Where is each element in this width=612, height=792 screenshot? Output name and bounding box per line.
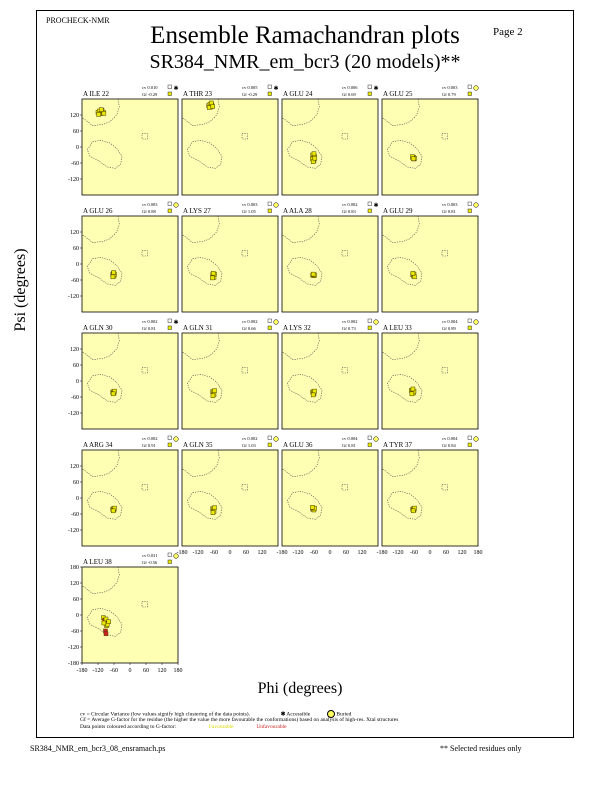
datapoint-legend-note [80,724,287,730]
cv-box [168,436,172,440]
panel-background [82,567,178,663]
gf-value: Gf 0.69 [342,92,356,97]
x-tick-label: 60 [343,550,349,556]
data-point [410,392,414,396]
gf-box [468,92,472,96]
y-tick-label: -120 [68,528,79,534]
unfavourable-label: Unfavourable [256,724,287,730]
gf-box [368,92,372,96]
page-subtitle: SR384_NMR_em_bcr3 (20 models)** [149,51,461,73]
panel-background [282,99,378,195]
panel-background [282,333,378,429]
data-point [112,271,116,275]
residue-label: A ALA 28 [283,207,312,215]
rama-panel [68,319,179,429]
gf-value: Gf 0.66 [242,326,256,331]
data-point [411,271,415,275]
y-tick-label: 0 [76,613,79,619]
cv-box [168,202,172,206]
y-tick-label: -180 [68,661,79,667]
data-point [211,104,215,108]
gf-value: Gf 0.81 [342,443,356,448]
data-point [211,271,215,275]
cv-value: cv 0.002 [342,202,358,207]
rama-panel [382,319,478,429]
x-tick-label: 0 [428,550,432,556]
panel-background [382,450,478,546]
rama-panel [382,436,478,546]
rama-panel [182,85,279,195]
panel-background [382,99,478,195]
rama-panel [68,202,178,312]
y-tick-label: -60 [71,161,79,167]
cv-value: cv 0.002 [142,436,158,441]
footer-note: ** Selected residues only [440,744,522,753]
data-point [99,108,103,112]
panel-background [82,216,178,312]
panel-background [182,216,278,312]
residue-label: A GLU 36 [283,441,313,449]
dp-note-text: Data points coloured according to G-factor: [80,724,177,730]
residue-label: A ILE 22 [83,90,110,98]
x-tick-label: -180 [76,668,88,674]
residue-label: A LYS 32 [283,324,311,332]
y-tick-label: 120 [70,230,79,236]
y-tick-label: -60 [71,629,79,635]
data-point [312,152,316,156]
gf-box [268,443,272,447]
y-tick-label: -60 [71,278,79,284]
gf-value: Gf 0.81 [442,209,456,214]
x-tick-label: -120 [192,550,204,556]
gf-box [468,209,472,213]
y-tick-label: 60 [73,129,79,135]
residue-label: A GLN 30 [83,324,113,332]
cv-box [268,319,272,323]
x-tick-label: 120 [257,550,267,556]
y-tick-label: -120 [68,411,79,417]
data-point [104,632,108,636]
residue-label: A TYR 37 [383,441,413,449]
accessible-icon: ✱ [173,86,179,92]
buried-label: Buried [336,711,352,718]
x-tick-label: -60 [210,550,218,556]
data-point [310,505,314,509]
buried-icon [174,437,179,442]
cv-value: cv 0.004 [442,436,458,441]
residue-label: A GLN 35 [183,441,213,449]
cv-box [268,202,272,206]
y-tick-label: 0 [76,145,79,151]
cv-box [468,436,472,440]
data-point [102,621,106,625]
y-tick-label: 180 [70,565,79,571]
y-tick-label: -120 [68,294,79,300]
data-point [111,509,115,513]
page-number: Page 2 [493,26,523,38]
cv-value: cv 0.003 [242,202,258,207]
cv-value: cv 0.004 [342,436,358,441]
data-point [311,272,315,276]
residue-label: A GLU 26 [83,207,113,215]
accessible-icon: ✱ [273,86,279,92]
program-name: PROCHECK-NMR [46,16,110,25]
y-tick-label: 120 [70,347,79,353]
x-tick-label: 120 [457,550,467,556]
data-point [313,156,317,160]
gf-value: Gf -0.56 [142,560,158,565]
x-tick-label: -60 [410,550,418,556]
x-tick-label: -180 [376,550,388,556]
cv-value: cv 0.010 [142,85,158,90]
cv-box [368,319,372,323]
residue-label: A GLU 25 [383,90,413,98]
data-point [211,511,215,515]
gf-box [268,326,272,330]
cv-box [468,202,472,206]
rama-panel [282,85,379,195]
buried-icon [374,320,379,325]
panel-background [282,216,378,312]
x-tick-label: 60 [143,668,149,674]
gf-box [468,443,472,447]
gf-value: Gf 0.73 [342,326,356,331]
panel-background [182,99,278,195]
residue-label: A GLU 29 [383,207,413,215]
rama-panel [282,436,378,546]
x-tick-label: 60 [243,550,249,556]
residue-label: A ARG 34 [83,441,113,449]
residue-label: A LYS 27 [183,207,211,215]
cv-box [468,85,472,89]
y-tick-label: -60 [71,512,79,518]
gf-box [368,209,372,213]
cv-box [168,553,172,557]
x-tick-label: -180 [176,550,188,556]
gf-value: Gf 0.79 [442,92,456,97]
panel-background [382,216,478,312]
panel-background [82,450,178,546]
data-point [411,509,415,513]
y-tick-label: 60 [73,597,79,603]
rama-panel [182,202,278,312]
rama-panel [282,319,378,429]
data-point [411,387,415,391]
gf-box [268,209,272,213]
y-tick-label: 120 [70,113,79,119]
residue-label: A LEU 33 [383,324,412,332]
page-title: Ensemble Ramachandran plots [150,22,460,49]
rama-panel [382,202,478,312]
rama-panel [382,85,478,195]
favourable-label: Favourable [208,724,234,730]
buried-icon [274,437,279,442]
gf-value: Gf 1.03 [242,443,256,448]
cv-value: cv 0.031 [142,553,158,558]
cv-value: cv 0.003 [142,202,158,207]
y-axis-label: Psi (degrees) [12,248,29,332]
data-point [311,393,315,397]
gf-value: Gf 0.84 [442,443,456,448]
buried-icon [474,86,479,91]
buried-icon [274,320,279,325]
x-tick-label: -120 [392,550,404,556]
gf-box [168,209,172,213]
cv-value: cv 0.005 [242,85,258,90]
gf-value: Gf 0.89 [442,326,456,331]
data-point [102,111,106,115]
data-point [313,389,317,393]
gf-value: Gf -0.29 [142,92,158,97]
cv-box [168,319,172,323]
rama-panel [182,436,278,546]
data-point [97,112,101,116]
gf-value: Gf 0.88 [142,209,156,214]
data-point [211,394,215,398]
gf-legend-note: Gf = Average G-factor for the residue (the higher the value the more favourable the conformations) based on analysis of high-res. Xtal structures [80,717,399,723]
x-tick-label: -60 [310,550,318,556]
gf-box [468,326,472,330]
cv-value: cv 0.002 [142,319,158,324]
data-point [107,620,111,624]
rama-panel [68,436,178,546]
y-tick-label: 60 [73,246,79,252]
cv-note-text: cv = Circular Variance (low values signify high clustering of the data points). [80,711,250,718]
y-tick-label: 0 [76,496,79,502]
panel-background [282,450,378,546]
cv-value: cv 0.004 [442,319,458,324]
gf-box [168,560,172,564]
x-tick-label: -60 [110,668,118,674]
buried-icon [174,203,179,208]
residue-label: A THR 23 [183,90,213,98]
gf-value: Gf -0.29 [242,92,258,97]
panel-background [382,333,478,429]
gf-value: Gf 0.83 [342,209,356,214]
data-point [210,276,214,280]
cv-value: cv 0.002 [242,436,258,441]
gf-box [168,92,172,96]
gf-box [268,92,272,96]
cv-value: cv 0.003 [442,202,458,207]
rama-panel [68,553,178,667]
buried-icon [274,203,279,208]
cv-value: cv 0.002 [242,319,258,324]
gf-value: Gf 0.81 [142,326,156,331]
y-tick-label: 0 [76,262,79,268]
cv-box [368,202,372,206]
x-tick-label: 180 [173,668,183,674]
cv-value: cv 0.003 [442,85,458,90]
cv-box [468,319,472,323]
panel-background [182,333,278,429]
rama-panel [282,202,379,312]
x-axis-label: Phi (degrees) [257,680,343,697]
y-tick-label: 60 [73,363,79,369]
accessible-icon: ✱ [373,86,379,92]
gf-box [368,326,372,330]
x-tick-label: -180 [276,550,288,556]
y-tick-label: 0 [76,379,79,385]
gf-box [368,443,372,447]
cv-box [368,436,372,440]
x-tick-label: 180 [473,550,483,556]
data-point [213,506,217,510]
cv-value: cv 0.002 [342,319,358,324]
y-tick-label: 120 [70,581,79,587]
cv-box [368,85,372,89]
accessible-icon: ✱ [280,711,286,718]
gf-value: Gf 1.05 [242,209,256,214]
gf-value: Gf 0.91 [142,443,156,448]
y-tick-label: -120 [68,177,79,183]
panel-background [182,450,278,546]
y-tick-label: -120 [68,645,79,651]
data-point [411,157,415,161]
cv-box [268,436,272,440]
buried-icon [474,203,479,208]
accessible-label: Accessible [286,711,311,718]
accessible-icon: ✱ [173,320,179,326]
residue-label: A GLN 31 [183,324,213,332]
buried-icon [474,437,479,442]
x-tick-label: 0 [128,668,132,674]
x-tick-label: 0 [228,550,232,556]
y-tick-label: 120 [70,464,79,470]
panel-background [82,333,178,429]
residue-label: A GLU 24 [283,90,313,98]
buried-icon [474,320,479,325]
data-point [111,392,115,396]
cv-value: cv 0.006 [342,85,358,90]
rama-panel [182,319,278,429]
x-tick-label: 0 [328,550,332,556]
x-tick-label: 60 [443,550,449,556]
gf-box [168,443,172,447]
x-tick-label: 120 [357,550,367,556]
residue-label: A LEU 38 [83,558,112,566]
x-tick-label: -120 [292,550,304,556]
accessible-icon: ✱ [373,203,379,209]
buried-icon [374,437,379,442]
y-tick-label: -60 [71,395,79,401]
data-point [111,275,115,279]
gf-box [168,326,172,330]
cv-box [268,85,272,89]
x-tick-label: 120 [157,668,167,674]
y-tick-label: 60 [73,480,79,486]
x-tick-label: -120 [92,668,104,674]
rama-panel [68,85,179,195]
footer-filename: SR384_NMR_em_bcr3_08_ensramach.ps [30,744,166,753]
data-point [213,389,217,393]
cv-box [168,85,172,89]
